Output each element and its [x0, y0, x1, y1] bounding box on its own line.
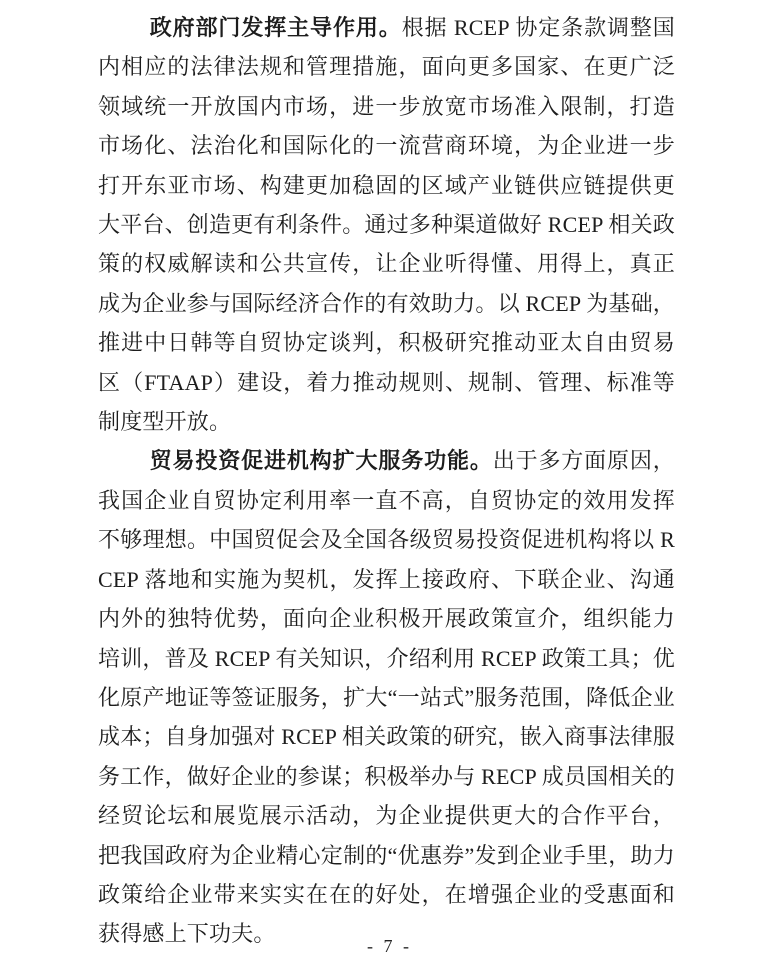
paragraph-lead-bold: 政府部门发挥主导作用。 — [149, 15, 402, 40]
paragraph-text: 出于多方面原因，我国企业自贸协定利用率一直不高，自贸协定的效用发挥不够理想。中国贸促会及全国各级贸易投资促进机构将以 RCEP 落地和实施为契机，发挥上接政府、下联企业、沟通内外的独特优势，面向企业积极开展政策宣介，组织能力培训，普及 RCEP 有关知识，介绍利用 RCEP 政策工具；优化原产地证等签证服务，扩大“一站式”服务范围，降低企业成本；自身加强对 RCEP 相关政策的研究，嵌入商事法律服务工作，做好企业的参谋；积极举办与 RECP 成员国相关的经贸论坛和展览展示活动，为企业提供更大的合作平台，把我国政府为企业精心定制的“优惠券”发到企业手里，助力政策给企业带来实实在在的好处，在增强企业的受惠面和获得感上下功夫。 — [98, 448, 676, 947]
paragraph-text: 根据 RCEP 协定条款调整国内相应的法律法规和管理措施，面向更多国家、在更广泛领域统一开放国内市场，进一步放宽市场准入限制，打造市场化、法治化和国际化的一流营商环境，为企业进一步打开东亚市场、构建更加稳固的区域产业链供应链提供更大平台、创造更有利条件。通过多种渠道做好 RCEP 相关政策的权威解读和公共宣传，让企业听得懂、用得上，真正成为企业参与国际经济合作的有效助力。以 RCEP 为基础，推进中日韩等自贸协定谈判，积极研究推动亚太自由贸易区（FTAAP）建设，着力推动规则、规制、管理、标准等制度型开放。 — [98, 15, 676, 435]
page-number: - 7 - — [367, 936, 412, 956]
document-body — [98, 8, 675, 954]
paragraph — [98, 8, 675, 441]
paragraph — [98, 441, 675, 953]
paragraph-lead-bold: 贸易投资促进机构扩大服务功能。 — [149, 448, 493, 474]
